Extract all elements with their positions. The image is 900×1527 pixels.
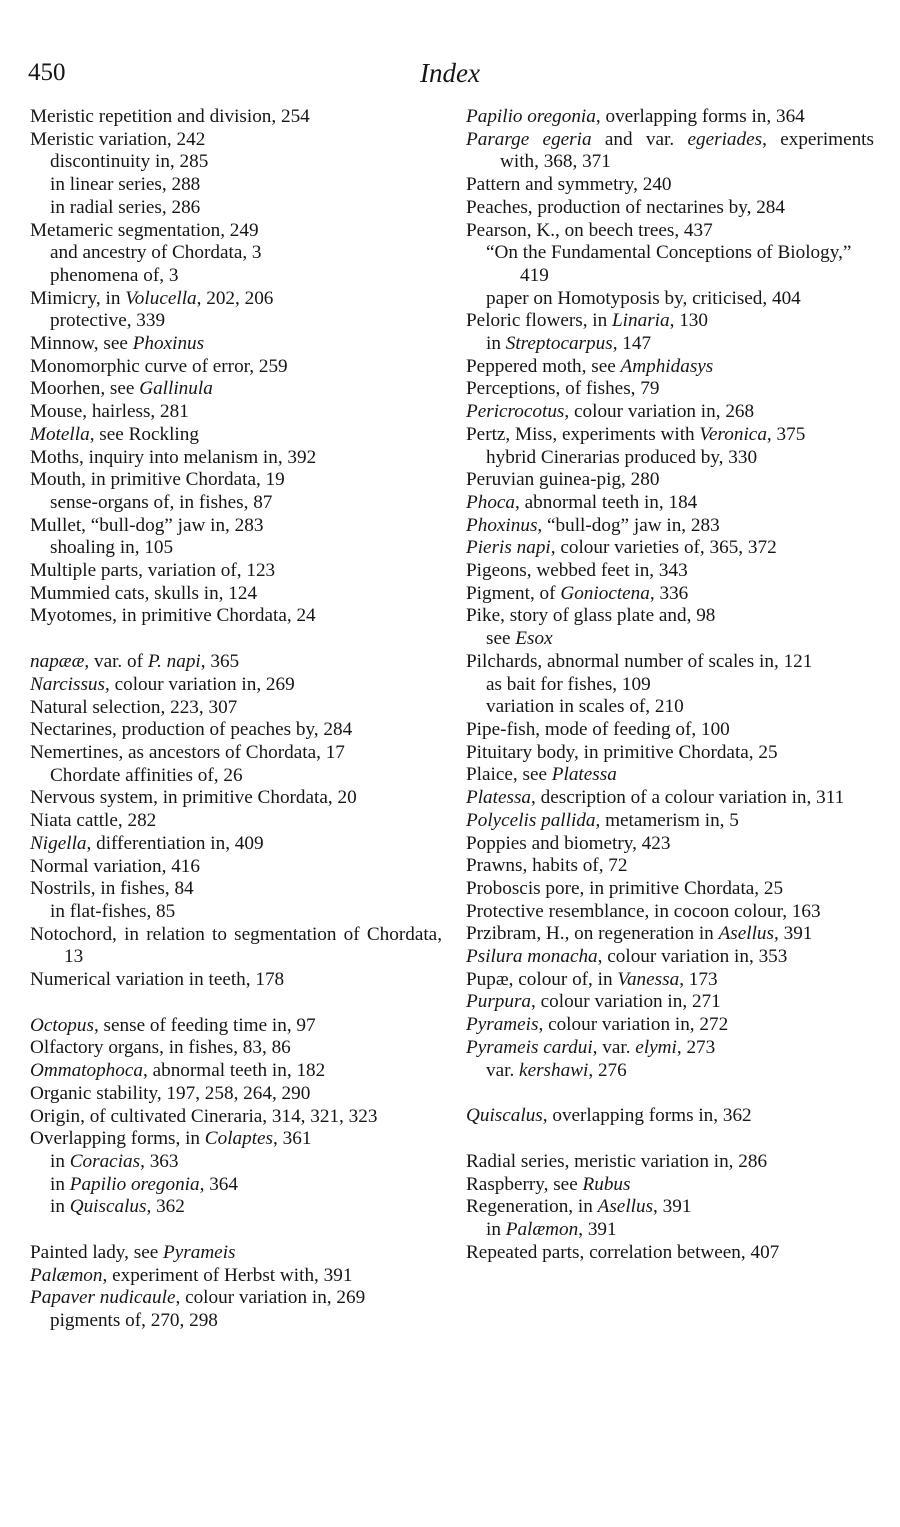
entry-text: , 276 xyxy=(588,1059,627,1081)
index-entry xyxy=(466,764,874,787)
entry-text: , description of a colour variation in, 311 xyxy=(531,787,845,809)
italic-term: Pyrameis xyxy=(466,1014,539,1036)
entry-text: , abnormal teeth in, 184 xyxy=(515,491,698,513)
entry-text: Przibram, H., on regeneration in xyxy=(466,923,719,945)
entry-text: Nervous system, in primitive Chordata, 20 xyxy=(30,787,357,809)
index-entry xyxy=(30,969,442,992)
index-entry xyxy=(466,1014,874,1037)
italic-term: Esox xyxy=(515,628,553,650)
index-subentry xyxy=(30,174,442,197)
index-entry xyxy=(30,833,442,856)
index-entry xyxy=(466,106,874,129)
italic-term: Volucella xyxy=(125,287,197,309)
index-entry xyxy=(466,605,874,628)
entry-text: sense-organs of, in fishes, 87 xyxy=(50,491,273,513)
entry-text: Prawns, habits of, 72 xyxy=(466,855,628,877)
italic-term: Gallinula xyxy=(139,378,213,400)
index-subentry xyxy=(30,1151,442,1174)
italic-term: Pieris napi xyxy=(466,537,551,559)
index-entry xyxy=(466,174,874,197)
entry-text: , colour variation in, 269 xyxy=(175,1287,366,1309)
italic-term: Quiscalus xyxy=(69,1196,147,1218)
index-entry xyxy=(30,220,442,243)
entry-text: Peruvian guinea-pig, 280 xyxy=(466,469,660,491)
index-entry xyxy=(30,719,442,742)
italic-term: Vanessa xyxy=(617,968,680,990)
entry-text: in xyxy=(486,333,506,355)
entry-text: Mummied cats, skulls in, 124 xyxy=(30,582,258,604)
italic-term: Rubus xyxy=(582,1173,631,1195)
entry-text: Pilchards, abnormal number of scales in, 121 xyxy=(466,650,813,672)
entry-text: pigments of, 270, 298 xyxy=(50,1310,218,1332)
entry-text: see xyxy=(486,628,516,650)
entry-text: Pike, story of glass plate and, 98 xyxy=(466,605,716,627)
entry-text: , 273 xyxy=(676,1036,716,1058)
entry-text: Perceptions, of fishes, 79 xyxy=(466,378,660,400)
entry-text: Regeneration, in xyxy=(466,1196,598,1218)
entry-text: Pigeons, webbed feet in, 343 xyxy=(466,560,688,582)
entry-text: in xyxy=(50,1150,70,1172)
index-entry xyxy=(30,605,442,628)
entry-text: Mouse, hairless, 281 xyxy=(30,401,189,423)
entry-text: , experiments with, 368, 371 xyxy=(500,128,874,173)
entry-text: , metamerism in, 5 xyxy=(595,809,739,831)
entry-text: , see Rockling xyxy=(89,423,199,445)
entry-text: Nemertines, as ancestors of Chordata, 17 xyxy=(30,741,345,763)
index-column-left xyxy=(30,106,442,1333)
entry-text: Meristic variation, 242 xyxy=(30,128,206,150)
entry-text: Painted lady, see xyxy=(30,1242,164,1264)
italic-term: Platessa xyxy=(466,787,532,809)
section-gap xyxy=(30,628,442,651)
index-subentry xyxy=(30,537,442,560)
index-entry xyxy=(30,447,442,470)
index-entry xyxy=(466,378,874,401)
index-entry xyxy=(466,424,874,447)
page-number: 450 xyxy=(28,59,66,86)
entry-text: Poppies and biometry, 423 xyxy=(466,832,671,854)
entry-text: Myotomes, in primitive Chordata, 24 xyxy=(30,605,316,627)
entry-text: , 362 xyxy=(146,1196,185,1218)
index-entry xyxy=(30,1083,442,1106)
index-entry xyxy=(30,878,442,901)
italic-term: Linaria xyxy=(612,310,670,332)
page-header xyxy=(28,58,872,98)
index-entry xyxy=(30,106,442,129)
index-subentry xyxy=(466,333,874,356)
italic-term: Coracias xyxy=(69,1150,141,1172)
italic-term: Pyrameis xyxy=(163,1242,236,1264)
entry-text: , 391 xyxy=(774,923,813,945)
entry-text: Pattern and symmetry, 240 xyxy=(466,174,672,196)
index-subentry xyxy=(30,1196,442,1219)
index-entry xyxy=(466,492,874,515)
index-subentry xyxy=(466,696,874,719)
italic-term: Asellus xyxy=(718,923,774,945)
entry-text: Multiple parts, variation of, 123 xyxy=(30,560,276,582)
entry-text: , colour variation in, 268 xyxy=(564,401,755,423)
entry-text: Plaice, see xyxy=(466,764,552,786)
index-entry xyxy=(30,401,442,424)
italic-term: Phoxinus xyxy=(466,514,538,536)
index-entry xyxy=(466,401,874,424)
index-entry xyxy=(466,1037,874,1060)
index-entry xyxy=(466,923,874,946)
entry-text: in xyxy=(50,1173,70,1195)
italic-term: Platessa xyxy=(551,764,617,786)
entry-text: Raspberry, see xyxy=(466,1173,583,1195)
entry-text: paper on Homotyposis by, criticised, 404 xyxy=(486,287,801,309)
index-entry xyxy=(466,1105,874,1128)
entry-text: Pipe-fish, mode of feeding of, 100 xyxy=(466,718,730,740)
index-subentry xyxy=(30,901,442,924)
entry-text: , 361 xyxy=(273,1128,312,1150)
index-entry xyxy=(30,1128,442,1151)
index-subentry xyxy=(30,242,442,265)
index-entry xyxy=(30,378,442,401)
italic-term: Pararge egeria xyxy=(466,128,592,150)
index-entry xyxy=(30,787,442,810)
italic-term: Streptocarpus xyxy=(505,333,613,355)
entry-text: Niata cattle, 282 xyxy=(30,810,157,832)
index-subentry xyxy=(30,765,442,788)
entry-text: , 364 xyxy=(199,1173,238,1195)
entry-text: in xyxy=(50,1196,70,1218)
entry-text: , 147 xyxy=(612,333,652,355)
entry-text: Metameric segmentation, 249 xyxy=(30,219,259,241)
entry-text: “On the Fundamental Conceptions of Biology,” 419 xyxy=(486,242,852,286)
italic-term: Ommatophoca xyxy=(30,1060,143,1082)
italic-term: elymi xyxy=(635,1036,677,1058)
index-entry xyxy=(466,1151,874,1174)
entry-text: , colour variation in, 353 xyxy=(597,946,788,968)
entry-text: in flat-fishes, 85 xyxy=(50,900,176,922)
index-entry xyxy=(466,1196,874,1219)
index-entry xyxy=(466,583,874,606)
entry-text: , overlapping forms in, 362 xyxy=(542,1105,752,1127)
index-entry xyxy=(466,946,874,969)
index-entry xyxy=(30,333,442,356)
index-entry xyxy=(466,742,874,765)
index-entry xyxy=(30,742,442,765)
entry-text: Nectarines, production of peaches by, 284 xyxy=(30,719,353,741)
entry-text: Olfactory organs, in fishes, 83, 86 xyxy=(30,1037,291,1059)
index-subentry xyxy=(30,1174,442,1197)
entry-text: , “bull-dog” jaw in, 283 xyxy=(537,514,720,536)
entry-text: Notochord, in relation to segmentation of Chordata, 13 xyxy=(30,923,442,968)
index-entry xyxy=(466,855,874,878)
index-entry xyxy=(466,310,874,333)
index-subentry xyxy=(466,288,874,311)
section-gap xyxy=(466,1128,874,1151)
index-entry xyxy=(30,424,442,447)
index-entry xyxy=(30,1287,442,1310)
entry-text: , colour variation in, 271 xyxy=(531,991,721,1013)
entry-text: Normal variation, 416 xyxy=(30,855,200,877)
entry-text: as bait for fishes, 109 xyxy=(486,673,651,695)
entry-text: discontinuity in, 285 xyxy=(50,151,209,173)
entry-text: Pearson, K., on beech trees, 437 xyxy=(466,219,713,241)
index-entry xyxy=(30,651,442,674)
entry-text: , 391 xyxy=(578,1219,617,1241)
entry-text: Mimicry, in xyxy=(30,287,126,309)
index-subentry xyxy=(30,197,442,220)
entry-text: Numerical variation in teeth, 178 xyxy=(30,969,285,991)
entry-text: Meristic repetition and division, 254 xyxy=(30,106,310,127)
index-entry xyxy=(466,833,874,856)
italic-term: Papaver nudicaule xyxy=(30,1287,176,1309)
index-entry xyxy=(466,515,874,538)
entry-text: , 173 xyxy=(679,968,718,990)
italic-term: Octopus xyxy=(30,1014,94,1036)
italic-term: Amphidasys xyxy=(620,355,714,377)
entry-text: , colour varieties of, 365, 372 xyxy=(550,537,777,559)
index-entry xyxy=(466,197,874,220)
entry-text: , 375 xyxy=(766,423,806,445)
index-entry xyxy=(466,1174,874,1197)
entry-text: Peppered moth, see xyxy=(466,355,621,377)
index-entry xyxy=(30,560,442,583)
italic-term: kershawi xyxy=(519,1059,589,1081)
entry-text: , colour variation in, 272 xyxy=(538,1014,729,1036)
index-entry xyxy=(466,969,874,992)
italic-term: Motella xyxy=(30,423,90,445)
italic-term: Purpura xyxy=(466,991,532,1013)
section-gap xyxy=(466,1082,874,1105)
entry-text: Overlapping forms, in xyxy=(30,1128,205,1150)
entry-text: Pituitary body, in primitive Chordata, 25 xyxy=(466,741,778,763)
index-entry xyxy=(466,787,874,810)
index-entry xyxy=(466,560,874,583)
index-entry xyxy=(30,674,442,697)
index-entry xyxy=(466,991,874,1014)
entry-text: , colour variation in, 269 xyxy=(105,673,295,695)
italic-term: Papilio oregonia xyxy=(69,1173,200,1195)
index-subentry xyxy=(30,1310,442,1333)
entry-text: in linear series, 288 xyxy=(50,174,201,196)
italic-term: Papilio oregonia xyxy=(466,106,596,127)
index-entry xyxy=(30,924,442,969)
section-gap xyxy=(30,992,442,1015)
entry-text: , 365 xyxy=(200,651,240,673)
index-entry xyxy=(30,356,442,379)
entry-text: , 363 xyxy=(140,1150,179,1172)
entry-text: , 391 xyxy=(653,1196,692,1218)
italic-term: Gonioctena xyxy=(560,582,650,604)
entry-text: in radial series, 286 xyxy=(50,196,201,218)
index-entry xyxy=(30,1242,442,1265)
index-subentry xyxy=(466,1060,874,1083)
italic-term: Asellus xyxy=(597,1196,654,1218)
index-entry xyxy=(30,1106,442,1129)
entry-text: in xyxy=(486,1219,506,1241)
index-entry xyxy=(30,1265,442,1288)
italic-term: Narcissus xyxy=(30,673,105,695)
entry-text: phenomena of, 3 xyxy=(50,264,179,286)
index-entry xyxy=(30,129,442,152)
index-subentry xyxy=(466,628,874,651)
entry-text: Origin, of cultivated Cineraria, 314, 321, 323 xyxy=(30,1105,378,1127)
italic-term: Pyrameis cardui xyxy=(466,1036,593,1058)
entry-text: Monomorphic curve of error, 259 xyxy=(30,355,288,377)
entry-text: and var. xyxy=(591,128,688,150)
entry-text: Pupæ, colour of, in xyxy=(466,968,618,990)
entry-text: Proboscis pore, in primitive Chordata, 25 xyxy=(466,877,784,899)
index-entry xyxy=(466,220,874,243)
index-entry xyxy=(466,901,874,924)
entry-text: Pertz, Miss, experiments with xyxy=(466,423,700,445)
italic-term: Polycelis pallida xyxy=(466,809,596,831)
index-entry xyxy=(30,697,442,720)
italic-term: napææ xyxy=(30,651,85,673)
italic-term: Veronica xyxy=(699,423,767,445)
index-subentry xyxy=(466,447,874,470)
running-title: Index xyxy=(420,58,480,88)
italic-term: Nigella xyxy=(30,832,87,854)
index-entry xyxy=(30,583,442,606)
index-subentry xyxy=(466,674,874,697)
entry-text: Mullet, “bull-dog” jaw in, 283 xyxy=(30,514,264,536)
entry-text: Peloric flowers, in xyxy=(466,310,613,332)
index-entry xyxy=(466,651,874,674)
entry-text: , overlapping forms in, 364 xyxy=(595,106,805,127)
italic-term: Pericrocotus xyxy=(466,401,565,423)
italic-term: Palæmon xyxy=(30,1264,103,1286)
entry-text: , differentiation in, 409 xyxy=(86,832,264,854)
entry-text: Repeated parts, correlation between, 407 xyxy=(466,1241,780,1263)
index-entry xyxy=(30,1015,442,1038)
index-entry xyxy=(466,129,874,174)
entry-text: Protective resemblance, in cocoon colour, 163 xyxy=(466,900,821,922)
italic-term: Palæmon xyxy=(505,1219,579,1241)
index-entry xyxy=(466,1242,874,1265)
index-entry xyxy=(466,469,874,492)
entry-text: shoaling in, 105 xyxy=(50,537,174,559)
entry-text: var. xyxy=(486,1059,520,1081)
entry-text: , 202, 206 xyxy=(196,287,274,309)
index-entry xyxy=(466,810,874,833)
index-entry xyxy=(466,356,874,379)
italic-term: egeriades xyxy=(687,128,763,150)
italic-term: Psilura monacha xyxy=(466,946,598,968)
entry-text: Moths, inquiry into melanism in, 392 xyxy=(30,446,317,468)
entry-text: , experiment of Herbst with, 391 xyxy=(102,1264,353,1286)
entry-text: Minnow, see xyxy=(30,333,133,355)
index-subentry xyxy=(466,242,874,287)
entry-text: Nostrils, in fishes, 84 xyxy=(30,878,194,900)
index-entry xyxy=(30,856,442,879)
index-subentry xyxy=(466,1219,874,1242)
italic-term: Colaptes xyxy=(204,1128,274,1150)
section-gap xyxy=(30,1219,442,1242)
entry-text: Mouth, in primitive Chordata, 19 xyxy=(30,469,285,491)
entry-text: Chordate affinities of, 26 xyxy=(50,764,243,786)
index-entry xyxy=(30,1060,442,1083)
entry-text: , abnormal teeth in, 182 xyxy=(142,1060,326,1082)
entry-text: , sense of feeding time in, 97 xyxy=(93,1014,316,1036)
index-subentry xyxy=(30,310,442,333)
index-entry xyxy=(30,469,442,492)
index-column-right xyxy=(466,106,874,1264)
index-entry xyxy=(30,810,442,833)
entry-text: , var. of xyxy=(84,651,148,673)
entry-text: , 130 xyxy=(669,310,708,332)
italic-term: Phoxinus xyxy=(132,333,205,355)
italic-term: P. napi xyxy=(147,651,201,673)
entry-text: Natural selection, 223, 307 xyxy=(30,696,238,718)
entry-text: Radial series, meristic variation in, 286 xyxy=(466,1150,768,1172)
index-entry xyxy=(30,515,442,538)
italic-term: Quiscalus xyxy=(466,1105,543,1127)
index-entry xyxy=(30,1037,442,1060)
entry-text: hybrid Cinerarias produced by, 330 xyxy=(486,446,758,468)
index-entry xyxy=(30,288,442,311)
entry-text: protective, 339 xyxy=(50,310,166,332)
index-entry xyxy=(466,878,874,901)
entry-text: Peaches, production of nectarines by, 284 xyxy=(466,196,785,218)
index-subentry xyxy=(30,265,442,288)
italic-term: Phoca xyxy=(466,491,516,513)
entry-text: and ancestry of Chordata, 3 xyxy=(50,242,262,264)
index-entry xyxy=(466,719,874,742)
entry-text: Organic stability, 197, 258, 264, 290 xyxy=(30,1082,311,1104)
entry-text: Moorhen, see xyxy=(30,378,140,400)
entry-text: Pigment, of xyxy=(466,582,561,604)
entry-text: , var. xyxy=(592,1036,636,1058)
index-subentry xyxy=(30,492,442,515)
entry-text: variation in scales of, 210 xyxy=(486,696,684,718)
index-entry xyxy=(466,537,874,560)
entry-text: , 336 xyxy=(649,582,689,604)
index-subentry xyxy=(30,151,442,174)
